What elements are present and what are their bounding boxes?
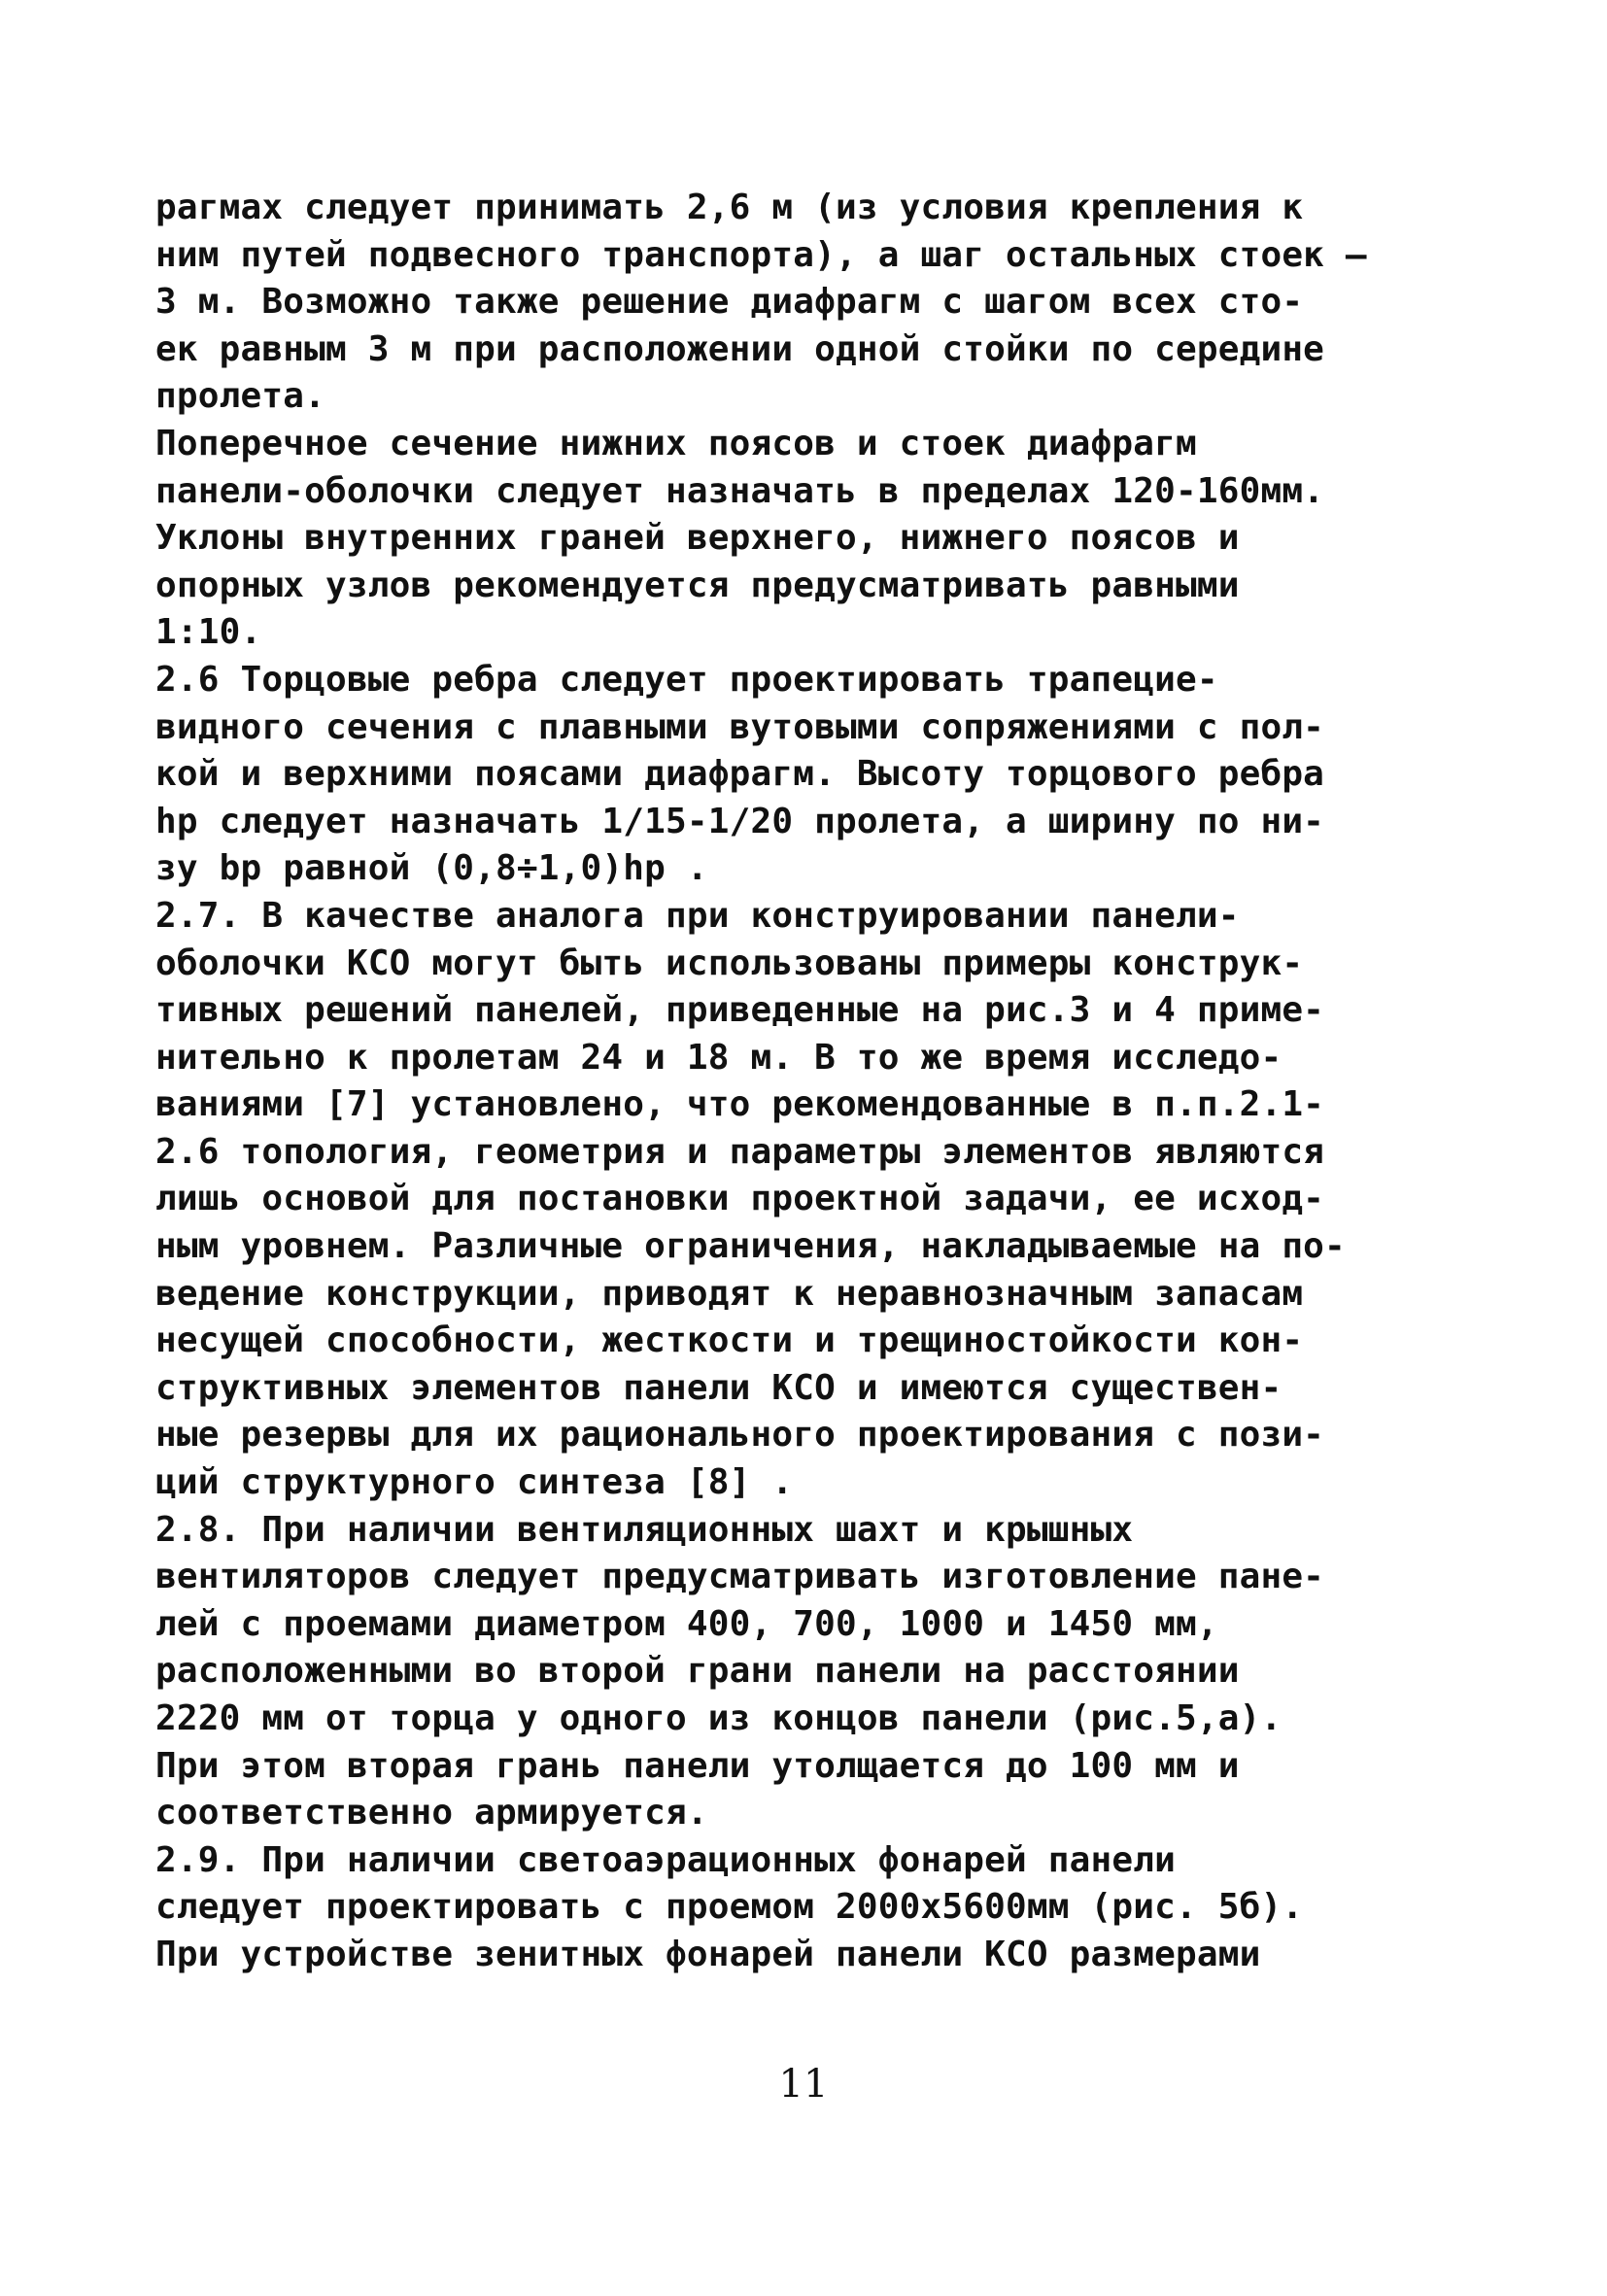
text-line: При этом вторая грань панели утолщается до 100 мм и [155, 1745, 1240, 1786]
text-line: зу bр равной (0,8÷1,0)hр . [155, 848, 708, 889]
text-line: Поперечное сечение нижних поясов и стоек диафрагм [155, 423, 1197, 463]
text-line: 2.8. При наличии вентиляционных шахт и крышных [155, 1509, 1134, 1550]
text-line: расположенными во второй грани панели на расстоянии [155, 1651, 1240, 1692]
text-line: лей с проемами диаметром 400, 700, 1000 и 1450 мм, [155, 1603, 1218, 1644]
body-text [155, 185, 1438, 1979]
text-line: соответственно армируется. [155, 1793, 708, 1833]
text-line: вентиляторов следует предусматривать изготовление пане- [155, 1557, 1325, 1597]
text-line: лишь основой для постановки проектной задачи, ее исход- [155, 1179, 1325, 1219]
text-line: тивных решений панелей, приведенные на рис.3 и 4 приме- [155, 990, 1325, 1031]
text-line: ные резервы для их рационального проектирования с пози- [155, 1415, 1325, 1456]
text-line: 2.7. В качестве аналога при конструировании панели- [155, 895, 1240, 936]
text-line: ведение конструкции, приводят к неравнозначным запасам [155, 1273, 1304, 1314]
text-line: ним путей подвесного транспорта), а шаг остальных стоек – [155, 234, 1367, 275]
text-line: ций структурного синтеза [8] . [155, 1462, 794, 1503]
text-line: ным уровнем. Различные ограничения, накладываемые на по- [155, 1226, 1346, 1267]
text-line: следует проектировать с проемом 2000х5600мм (рис. 5б). [155, 1887, 1304, 1928]
text-line: опорных узлов рекомендуется предусматривать равными [155, 565, 1240, 605]
text-line: ек равным 3 м при расположении одной стойки по середине [155, 328, 1325, 369]
text-line: 1:10. [155, 612, 262, 653]
text-line: панели-оболочки следует назначать в пределах 120-160мм. [155, 470, 1325, 511]
text-line: 2.9. При наличии светоаэрационных фонарей панели [155, 1839, 1176, 1880]
text-line: 2.6 топология, геометрия и параметры элементов являются [155, 1131, 1325, 1172]
text-line: рагмах следует принимать 2,6 м (из условия крепления к [155, 188, 1304, 227]
text-line: пролета. [155, 376, 325, 417]
text-line: нительно к пролетам 24 и 18 м. В то же время исследо- [155, 1037, 1282, 1078]
text-line: При устройстве зенитных фонарей панели КСО размерами [155, 1934, 1261, 1974]
text-line: 2.6 Торцовые ребра следует проектировать трапецие- [155, 659, 1218, 700]
text-line: 2220 мм от торца у одного из концов панели (рис.5,а). [155, 1698, 1282, 1738]
text-line: несущей способности, жесткости и трещиностойкости кон- [155, 1320, 1304, 1361]
text-line: кой и верхними поясами диафрагм. Высоту торцового ребра [155, 754, 1325, 795]
text-line: видного сечения с плавными вутовыми сопряжениями с пол- [155, 706, 1325, 747]
page-number: 11 [778, 2062, 829, 2107]
text-line: Уклоны внутренних граней верхнего, нижнего поясов и [155, 518, 1240, 559]
text-line: оболочки КСО могут быть использованы примеры конструк- [155, 942, 1304, 983]
text-line: ваниями [7] установлено, что рекомендованные в п.п.2.1- [155, 1084, 1325, 1125]
text-line: структивных элементов панели КСО и имеются существен- [155, 1367, 1282, 1408]
text-line: 3 м. Возможно также решение диафрагм с шагом всех сто- [155, 282, 1304, 323]
text-line: hр следует назначать 1/15-1/20 пролета, а ширину по ни- [155, 801, 1325, 841]
